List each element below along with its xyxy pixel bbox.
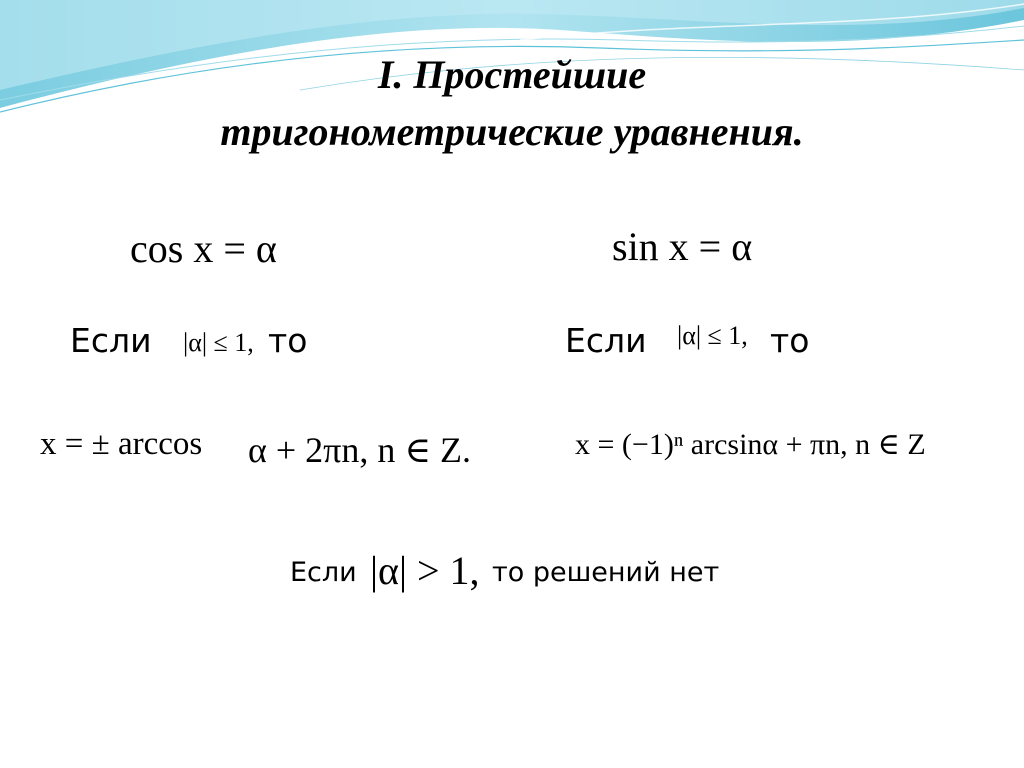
left-then-label: то: [268, 321, 308, 360]
cos-solution-part1: x = ± arccos: [40, 426, 203, 462]
bottom-if-label: Если: [290, 557, 357, 588]
cos-solution-part2: α + 2πn, n ∈ Z.: [248, 430, 471, 470]
right-then-label: то: [770, 321, 810, 360]
sin-solution: x = (−1)ⁿ arcsinα + πn, n ∈ Z: [575, 428, 926, 461]
no-solutions-text: то решений нет: [492, 557, 720, 588]
slide-title-line1: I. Простейшие: [377, 52, 647, 97]
right-condition: |α| ≤ 1,: [677, 321, 748, 350]
bottom-condition: |α| > 1,: [370, 548, 480, 593]
slide-title-line2: тригонометрические уравнения.: [220, 109, 804, 154]
sin-equation: sin x = α: [612, 224, 753, 269]
cos-equation: cos x = α: [130, 226, 277, 271]
right-if-label: Если: [565, 321, 647, 360]
left-condition: |α| ≤ 1,: [183, 328, 254, 357]
left-if-label: Если: [70, 321, 152, 360]
